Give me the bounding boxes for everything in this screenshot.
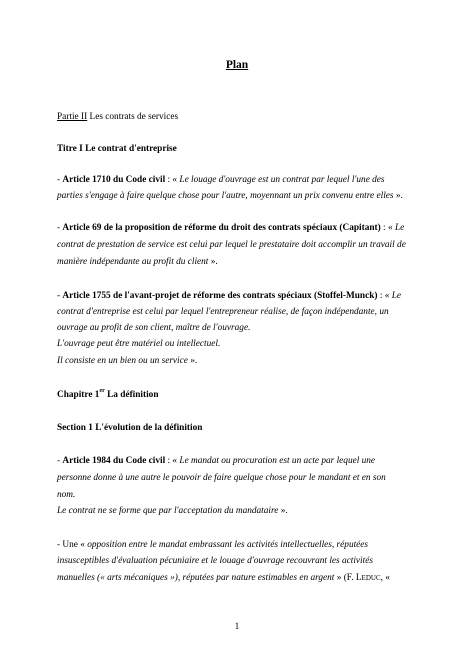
article-1984-line-3: nom. [57,490,76,500]
article-1710-ref: Article 1710 du Code civil [62,175,166,185]
chapitre-heading [57,389,159,401]
article-1755-line-4: L'ouvrage peut être matériel ou intellectuel. [57,339,221,349]
article-1755-ref: Article 1755 de l'avant-projet de réforme des contrats spéciaux (Stoffel-Munck) [62,291,378,301]
partie-text: Les contrats de services [87,112,179,122]
article-69-line-2: contrat de prestation de service est celui par lequel le prestataire doit accomplir un travail de [57,240,406,250]
titre-heading: Titre I Le contrat d'entreprise [57,144,177,154]
page-number: 1 [234,622,240,632]
article-1755-line-2: contrat d'entreprise est celui par lequel l'entrepreneur réalise, de façon indépendante, un [57,307,389,317]
separator: : « [165,456,180,466]
article-1710-quote: Le louage d'ouvrage est un contrat par lequel l'une des [179,175,385,185]
section-heading: Section 1 L'évolution de la définition [57,423,203,433]
article-1984-quote: Le mandat ou procuration est un acte par lequel une [179,456,376,466]
opposition-line-3 [57,572,390,584]
article-69-line-1 [57,222,404,234]
chapitre-text: La définition [104,390,159,400]
chapitre-sup: er [99,387,105,394]
article-69-ref: Article 69 de la proposition de réforme du droit des contrats spéciaux (Capitant) [62,223,381,233]
opposition-quote: opposition entre le mandat embrassant les activités intellectuelles, réputées [87,540,369,550]
article-1710-line-2 [57,190,403,202]
article-69-quote-cont: manière indépendante au profit du client [57,257,209,267]
citation-tail: , « [380,573,390,583]
page-title: Plan [225,59,249,71]
opposition-line-1 [57,539,368,551]
dash: - [57,175,63,185]
opposition-start: - Une « [57,540,88,550]
quote-end: ». [208,257,218,267]
opposition-line-2: insusceptibles d'évaluation pécuniaire et le louage d'ouvrage recouvrant les activités [57,556,373,566]
quote-end: ». [278,506,288,516]
chapitre-prefix: Chapitre 1 [57,390,100,400]
quote-end: ». [393,191,403,201]
partie-label: Partie II [57,112,88,122]
article-69-line-3 [57,256,218,268]
article-1710-line-1 [57,174,385,186]
article-1755-line-3: ouvrage au profit de son client, maître de l'ouvrage. [57,323,251,333]
article-1755-quote-cont: Il consiste en un bien ou un service [57,356,188,366]
citation-open: » (F. [334,573,356,583]
dash: - [57,291,63,301]
separator: : « [380,223,395,233]
article-1755-line-1 [57,290,401,302]
dash: - [57,456,63,466]
article-1984-ref: Article 1984 du Code civil [62,456,166,466]
separator: : « [377,291,392,301]
quote-end: ». [187,356,198,366]
dash: - [57,223,63,233]
article-1710-quote-cont: parties s'engage à faire quelque chose pour l'autre, moyennant un prix convenu entre elles [57,191,394,201]
citation-author: Leduc [355,573,381,583]
article-1755-quote: Le [391,291,402,301]
article-1755-line-5 [57,355,197,367]
article-1984-line-4 [57,505,288,517]
article-1984-quote-cont: Le contrat ne se forme que par l'acceptation du mandataire [57,506,279,516]
article-1984-line-1 [57,455,375,467]
article-1984-line-2: personne donne à une autre le pouvoir de faire quelque chose pour le mandant et en son [57,473,386,483]
partie-heading [57,111,178,123]
separator: : « [165,175,180,185]
article-69-quote: Le [394,223,405,233]
opposition-quote-cont: manuelles (« arts mécaniques »), réputées par nature estimables en argent [57,573,335,583]
